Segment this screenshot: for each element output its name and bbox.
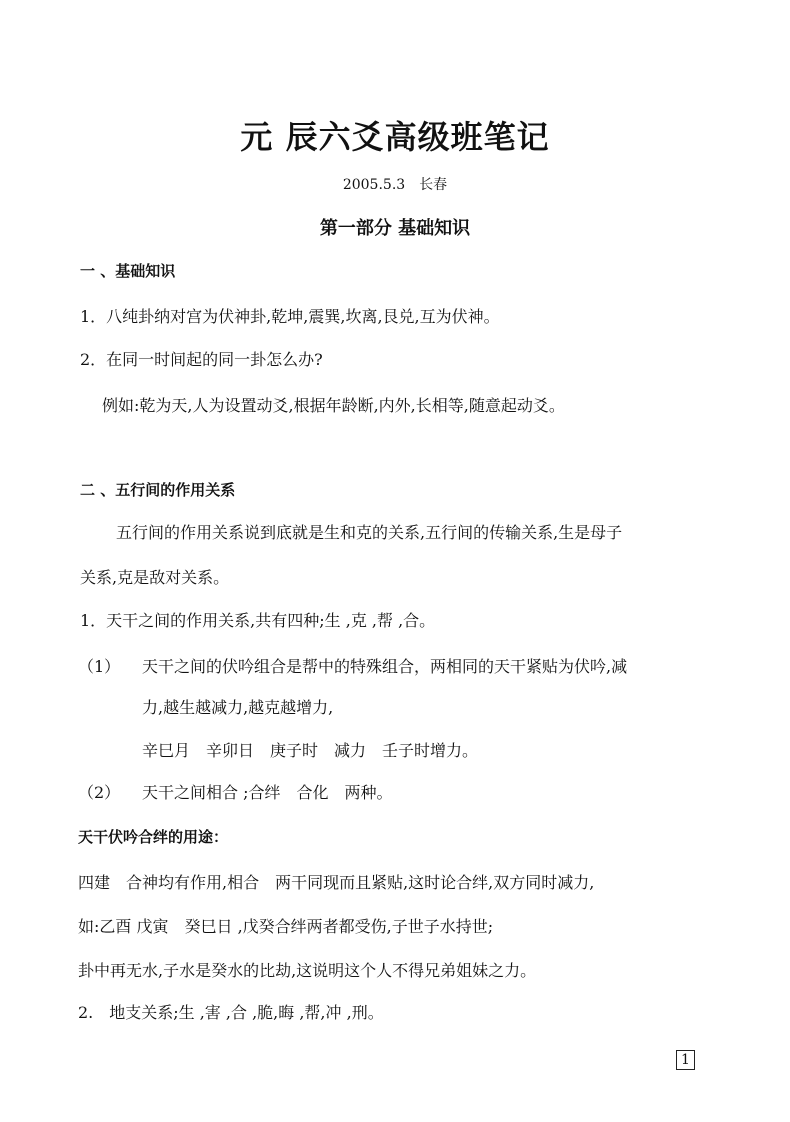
sub1-line3: 辛巳月 辛卯日 庚子时 减力 壬子时增力。 (142, 741, 479, 760)
sub1-line1: 天干之间的伏吟组合是帮中的特殊组合，两相同的天干紧贴为伏吟,减 (142, 657, 628, 676)
section2-item2: 2. 地支关系;生 ,害 ,合 ,脆,晦 ,帮,冲 ,刑。 (78, 1003, 384, 1022)
section2-item1: 1．天干之间的作用关系,共有四种;生 ,克 ,帮 ,合。 (80, 611, 436, 630)
section2-heading: 二 、五行间的作用关系 (80, 481, 236, 499)
usage-line2: 如:乙酉 戊寅 癸巳日 ,戊癸合绊两者都受伤,子世子水持世; (78, 917, 494, 936)
section2-para-line1: 五行间的作用关系说到底就是生和克的关系,五行间的传输关系,生是母子 (116, 523, 623, 542)
part-heading: 第一部分 基础知识 (319, 218, 471, 239)
sub2-number: （2） (78, 783, 121, 802)
page-number: 1 (676, 1050, 695, 1070)
usage-line1: 四建 合神均有作用,相合 两干同现而且紧贴,这时论合绊,双方同时减力, (78, 873, 595, 892)
page-title: 元 辰六爻高级班笔记 (240, 118, 550, 156)
section1-heading: 一 、基础知识 (80, 262, 176, 280)
section2-para-line2: 关系,克是敌对关系。 (80, 568, 230, 587)
date-location: 2005.5.3 长春 (342, 177, 448, 193)
sub1-line2: 力,越生越减力,越克越增力, (142, 698, 334, 717)
section1-line2: 2．在同一时间起的同一卦怎么办? (80, 350, 323, 369)
section1-line3: 例如:乾为天,人为设置动爻,根据年龄断,内外,长相等,随意起动爻。 (102, 396, 565, 415)
section1-line1: 1．八纯卦纳对宫为伏神卦,乾坤,震巽,坎离,艮兑,互为伏神。 (80, 307, 500, 326)
sub2-line: 天干之间相合 ;合绊 合化 两种。 (142, 783, 393, 802)
usage-heading: 天干伏吟合绊的用途： (78, 828, 229, 846)
usage-line3: 卦中再无水,子水是癸水的比劫,这说明这个人不得兄弟姐妹之力。 (78, 961, 537, 980)
sub1-number: （1） (78, 657, 121, 676)
